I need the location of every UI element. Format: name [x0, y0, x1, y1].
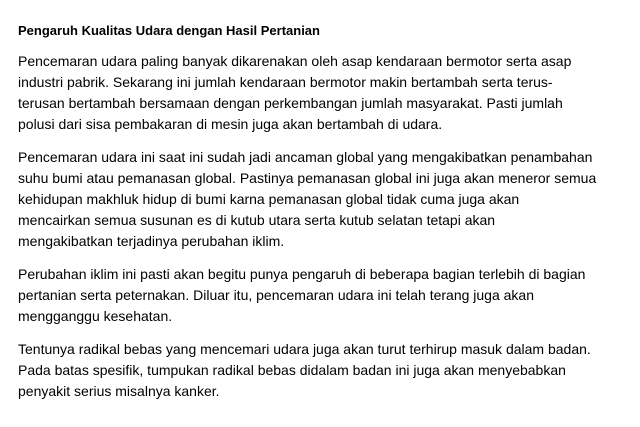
document-page: [18, 22, 628, 414]
text-line: Pencemaran udara ini saat ini sudah jadi ancaman global yang mengakibatkan penambahan: [18, 149, 593, 165]
text-line: suhu bumi atau pemanasan global. Pastinya pemanasan global ini juga akan meneror semua: [18, 170, 597, 186]
paragraph-1: [18, 51, 628, 135]
text-line: pertanian serta peternakan. Diluar itu, pencemaran udara ini telah terang juga akan: [18, 287, 534, 303]
text-line: Tentunya radikal bebas yang mencemari udara juga akan turut terhirup masuk dalam badan.: [18, 341, 591, 357]
text-line: polusi dari sisa pembakaran di mesin juga akan bertambah di udara.: [18, 116, 443, 132]
text-line: penyakit serius misalnya kanker.: [18, 383, 220, 399]
text-line: mencairkan semua susunan es di kutub utara serta kutub selatan tetapi akan: [18, 212, 496, 228]
document-title: Pengaruh Kualitas Udara dengan Hasil Pertanian: [18, 23, 320, 38]
paragraph-4: [18, 339, 628, 402]
text-line: mengakibatkan terjadinya perubahan iklim.: [18, 233, 285, 249]
text-line: mengganggu kesehatan.: [18, 308, 173, 324]
text-line: Pada batas spesifik, tumpukan radikal bebas didalam badan ini juga akan menyebabkan: [18, 362, 566, 378]
paragraph-2: [18, 147, 628, 252]
paragraph-3: [18, 264, 628, 327]
text-line: industri pabrik. Sekarang ini jumlah kendaraan bermotor makin bertambah serta terus-: [18, 74, 553, 90]
text-line: terusan bertambah bersamaan dengan perkembangan jumlah masyarakat. Pasti jumlah: [18, 95, 563, 111]
text-line: kehidupan makhluk hidup di bumi karna pemanasan global tidak cuma juga akan: [18, 191, 520, 207]
text-line: Perubahan iklim ini pasti akan begitu punya pengaruh di beberapa bagian terlebih di bagian: [18, 266, 586, 282]
text-line: Pencemaran udara paling banyak dikarenakan oleh asap kendaraan bermotor serta asap: [18, 53, 572, 69]
